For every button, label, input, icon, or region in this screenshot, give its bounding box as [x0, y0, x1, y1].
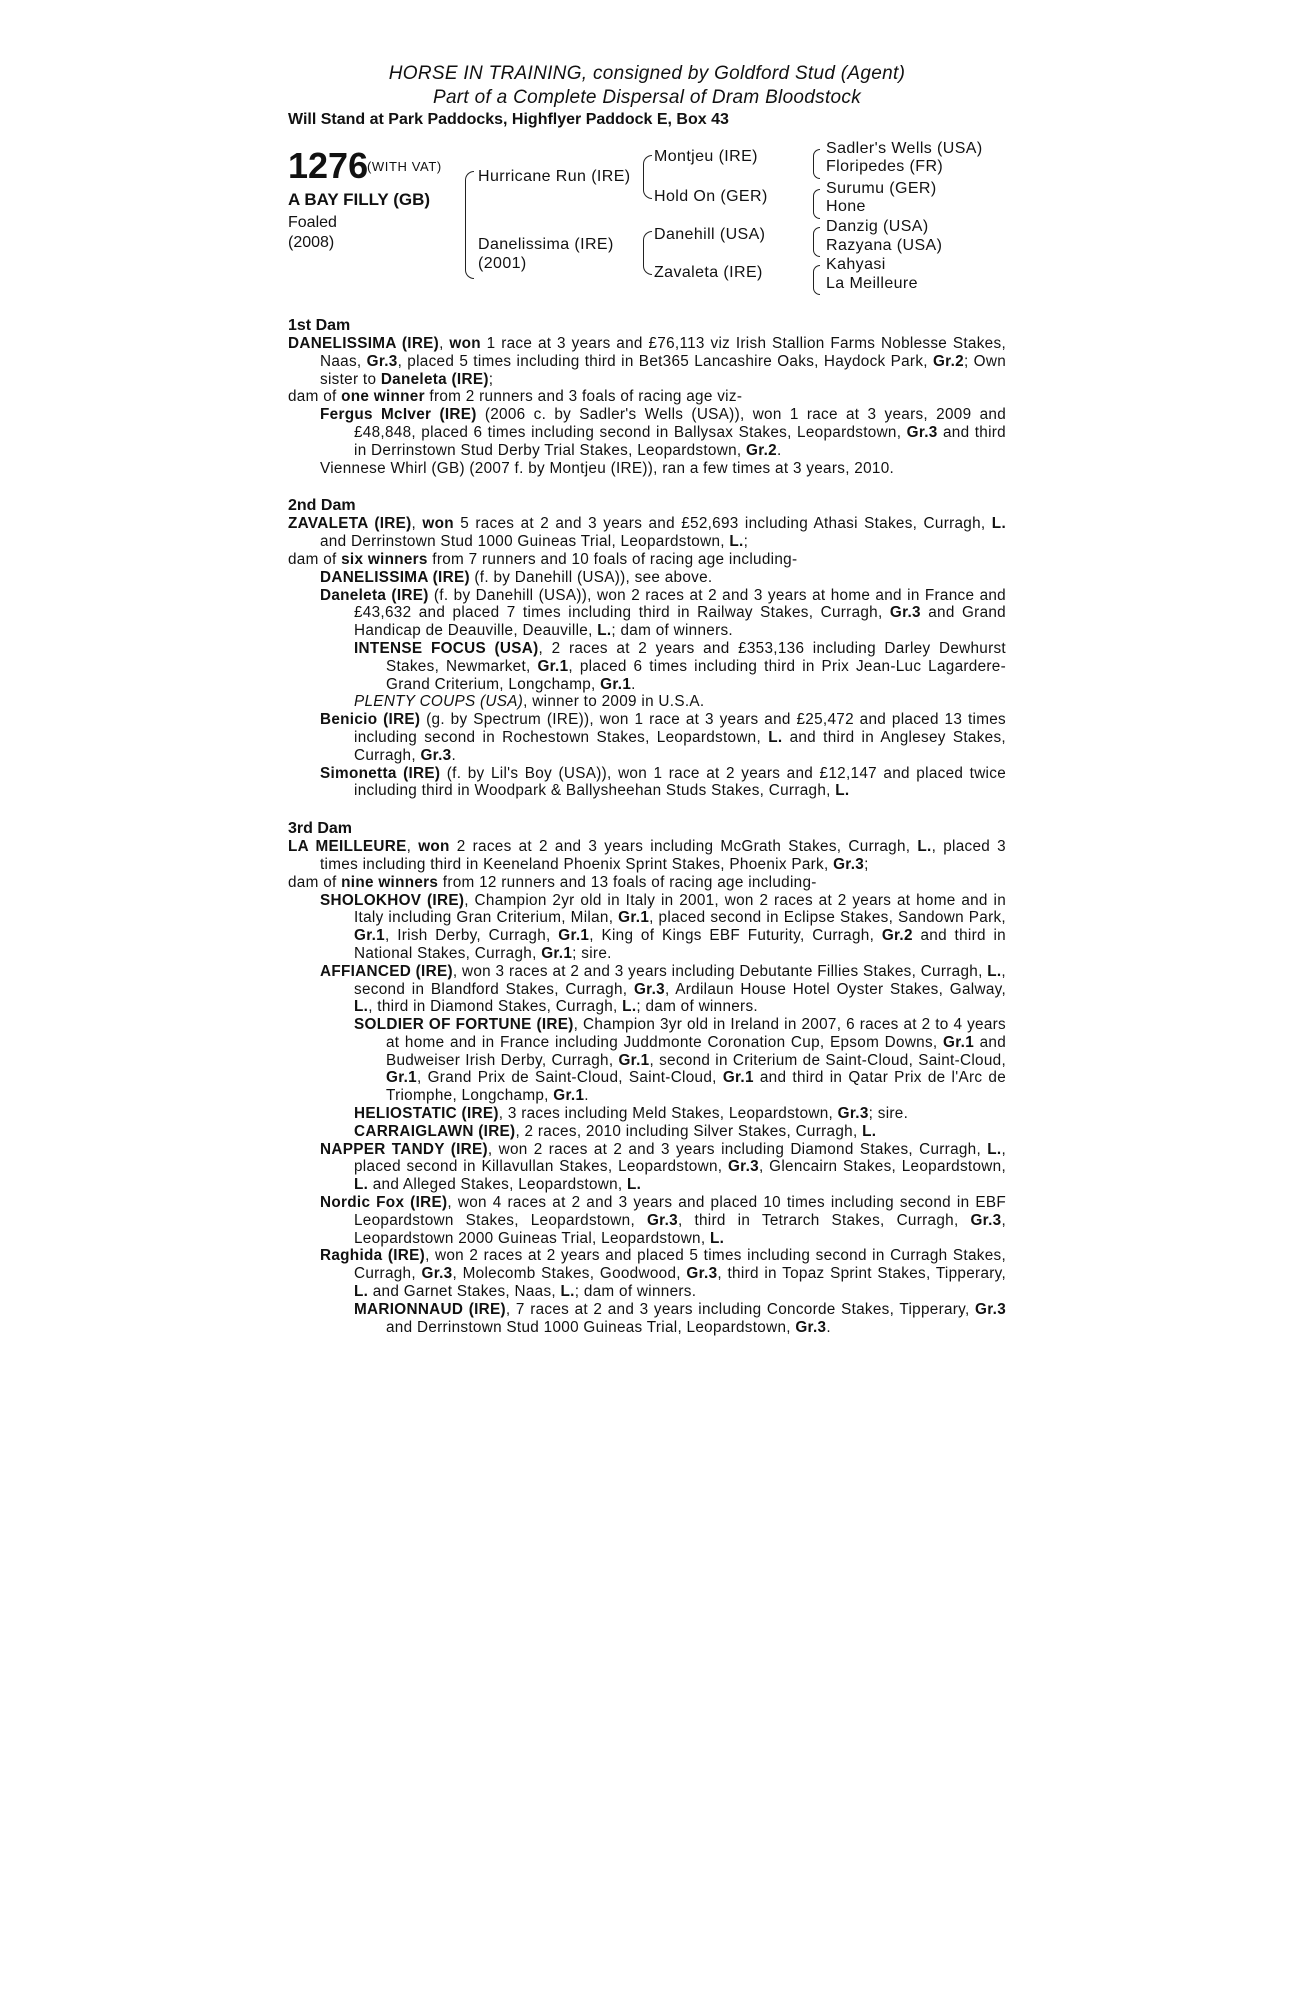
grandchild-entry: SOLDIER OF FORTUNE (IRE), Champion 3yr old in Ireland in 2007, 6 races at 2 to 4 years at home and in France including Juddmonte Coronation Cup, Epsom Downs, Gr.1 and Budweiser Irish Derby, Curragh, Gr.1, second in Criterium de Saint-Cloud, Saint-Cloud, Gr.1, Grand Prix de Saint-Cloud, Saint-Cloud, Gr.1 and third in Qatar Prix de l'Arc de Triomphe, Longchamp, Gr.1. [354, 1016, 1007, 1105]
second-dam-section [288, 497, 1006, 800]
first-dam-section [288, 317, 1006, 477]
third-dam-section [288, 820, 1006, 1336]
stabling-line: Will Stand at Park Paddocks, Highflyer Paddock E, Box 43 [288, 111, 729, 128]
consignor-line: HORSE IN TRAINING, consigned by Goldford Stud (Agent) [388, 63, 906, 84]
dam-entry: LA MEILLEURE, won 2 races at 2 and 3 years including McGrath Stakes, Curragh, L., placed 3 times including third in Keeneland Phoenix Sprint Stakes, Phoenix Park, Gr.3; [288, 838, 1006, 873]
grandchild-entry: INTENSE FOCUS (USA), 2 races at 2 years and £353,136 including Darley Dewhurst Stakes, Newmarket, Gr.1, placed 6 times including third in Prix Jean-Luc Lagardere-Grand Criterium, Longchamp, Gr.1. [354, 639, 1006, 693]
pedigree-bracket [813, 227, 820, 257]
grandchild-entry: PLENTY COUPS (USA), winner to 2009 in U.S.A. [354, 693, 705, 711]
pedigree-block [288, 140, 1006, 315]
g3-sire-sire-dam: Floripedes (FR) [826, 158, 944, 175]
pedigree-bracket [813, 189, 820, 219]
produce-entry: Nordic Fox (IRE), won 4 races at 2 and 3 years and placed 10 times including second in EBF Leopardstown Stakes, Leopardstown, Gr.3, third in Tetrarch Stakes, Curragh, Gr.3, Leopardstown 2000 Guineas Trial, Leopardstown, L. [320, 1194, 1006, 1247]
produce-summary: dam of one winner from 2 runners and 3 foals of racing age viz- [288, 388, 743, 406]
grandchild-entry: CARRAIGLAWN (IRE), 2 races, 2010 including Silver Stakes, Curragh, L. [354, 1122, 877, 1140]
vat-note: (WITH VAT) [367, 159, 442, 174]
pedigree-bracket [465, 171, 474, 279]
sire-dam-name: Hold On (GER) [654, 188, 768, 205]
grandchild-entry: MARIONNAUD (IRE), 7 races at 2 and 3 years including Concorde Stakes, Tipperary, Gr.3 and Derrinstown Stud 1000 Guineas Trial, Leopardstown, Gr.3. [354, 1300, 1006, 1336]
dam-name: Danelissima (IRE) [478, 236, 614, 253]
produce-entry: Viennese Whirl (GB) (2007 f. by Montjeu (IRE)), ran a few times at 3 years, 2010. [320, 459, 895, 477]
dispersal-line: Part of a Complete Dispersal of Dram Bloodstock [432, 87, 862, 108]
produce-summary: dam of nine winners from 12 runners and 13 foals of racing age including- [288, 873, 817, 891]
g3-dam-dam-dam: La Meilleure [826, 275, 918, 292]
g3-dam-sire-sire: Danzig (USA) [826, 218, 929, 235]
dam-sire-name: Danehill (USA) [654, 226, 766, 243]
foaled-label: Foaled [288, 214, 337, 231]
g3-sire-dam-sire: Surumu (GER) [826, 180, 937, 197]
section-heading: 3rd Dam [288, 820, 353, 838]
g3-dam-sire-dam: Razyana (USA) [826, 237, 943, 254]
foaled-info [288, 213, 337, 253]
pedigree-bracket [813, 265, 820, 295]
g3-dam-dam-sire: Kahyasi [826, 256, 886, 273]
dam-entry: DANELISSIMA (IRE), won 1 race at 3 years and £76,113 viz Irish Stallion Farms Noblesse Stakes, Naas, Gr.3, placed 5 times including third in Bet365 Lancashire Oaks, Haydock Park, Gr.2; Own sister to Daneleta (IRE); [288, 335, 1007, 388]
produce-entry: NAPPER TANDY (IRE), won 2 races at 2 and 3 years including Diamond Stakes, Curragh, L., placed second in Killavullan Stakes, Leopardstown, Gr.3, Glencairn Stakes, Leopardstown, L. and Alleged Stakes, Leopardstown, L. [320, 1140, 1006, 1194]
foaled-year: (2008) [288, 234, 335, 251]
g3-sire-dam-dam: Hone [826, 198, 866, 215]
grandchild-entry: HELIOSTATIC (IRE), 3 races including Meld Stakes, Leopardstown, Gr.3; sire. [354, 1105, 909, 1123]
catalogue-page [288, 62, 1006, 1336]
section-heading: 1st Dam [288, 317, 351, 334]
produce-entry: DANELISSIMA (IRE) (f. by Danehill (USA)), see above. [320, 568, 713, 586]
dam-year: (2001) [478, 255, 527, 272]
produce-entry: Daneleta (IRE) (f. by Danehill (USA)), won 2 races at 2 and 3 years at home and in France and £43,632 and placed 7 times including third in Railway Stakes, Curragh, Gr.3 and Grand Handicap de Deauville, Deauville, L.; dam of winners. [320, 586, 1006, 640]
section-heading: 2nd Dam [288, 497, 356, 515]
pedigree-bracket [813, 149, 820, 179]
dam-entry: ZAVALETA (IRE), won 5 races at 2 and 3 years and £52,693 including Athasi Stakes, Curragh, L. and Derrinstown Stud 1000 Guineas Trial, Leopardstown, L.; [288, 515, 1006, 551]
produce-entry: AFFIANCED (IRE), won 3 races at 2 and 3 years including Debutante Fillies Stakes, Curragh, L., second in Blandford Stakes, Curragh, Gr.3, Ardilaun House Hotel Oyster Stakes, Galway, L., third in Diamond Stakes, Curragh, L.; dam of winners. [320, 962, 1007, 1016]
sire-name: Hurricane Run (IRE) [478, 168, 631, 185]
sire-sire-name: Montjeu (IRE) [654, 148, 758, 165]
pedigree-bracket [643, 231, 652, 275]
g3-sire-sire-sire: Sadler's Wells (USA) [826, 140, 983, 157]
lot-number: 1276 [288, 145, 369, 186]
produce-entry: Simonetta (IRE) (f. by Lil's Boy (USA)), won 1 race at 2 years and £12,147 and placed twice including third in Woodpark & Ballysheehan Studs Stakes, Curragh, L. [320, 764, 1007, 800]
horse-name: A BAY FILLY (GB) [288, 190, 431, 209]
produce-entry: SHOLOKHOV (IRE), Champion 2yr old in Italy in 2001, won 2 races at 2 years at home and in Italy including Gran Criterium, Milan, Gr.1, placed second in Eclipse Stakes, Sandown Park, Gr.1, Irish Derby, Curragh, Gr.1, King of Kings EBF Futurity, Curragh, Gr.2 and third in National Stakes, Curragh, Gr.1; sire. [320, 891, 1007, 962]
dam-dam-name: Zavaleta (IRE) [654, 264, 763, 281]
produce-summary: dam of six winners from 7 runners and 10 foals of racing age including- [288, 550, 798, 568]
produce-entry: Raghida (IRE), won 2 races at 2 years and placed 5 times including second in Curragh Stakes, Curragh, Gr.3, Molecomb Stakes, Goodwood, Gr.3, third in Topaz Sprint Stakes, Tipperary, L. and Garnet Stakes, Naas, L.; dam of winners. [320, 1247, 1007, 1301]
pedigree-bracket [643, 155, 652, 199]
produce-entry: Benicio (IRE) (g. by Spectrum (IRE)), won 1 race at 3 years and £25,472 and placed 13 times including second in Rochestown Stakes, Leopardstown, L. and third in Anglesey Stakes, Curragh, Gr.3. [320, 711, 1006, 764]
produce-entry: Fergus McIver (IRE) (2006 c. by Sadler's Wells (USA)), won 1 race at 3 years, 2009 and £48,848, placed 6 times including second in Ballysax Stakes, Leopardstown, Gr.3 and third in Derrinstown Stud Derby Trial Stakes, Leopardstown, Gr.2. [320, 406, 1007, 459]
